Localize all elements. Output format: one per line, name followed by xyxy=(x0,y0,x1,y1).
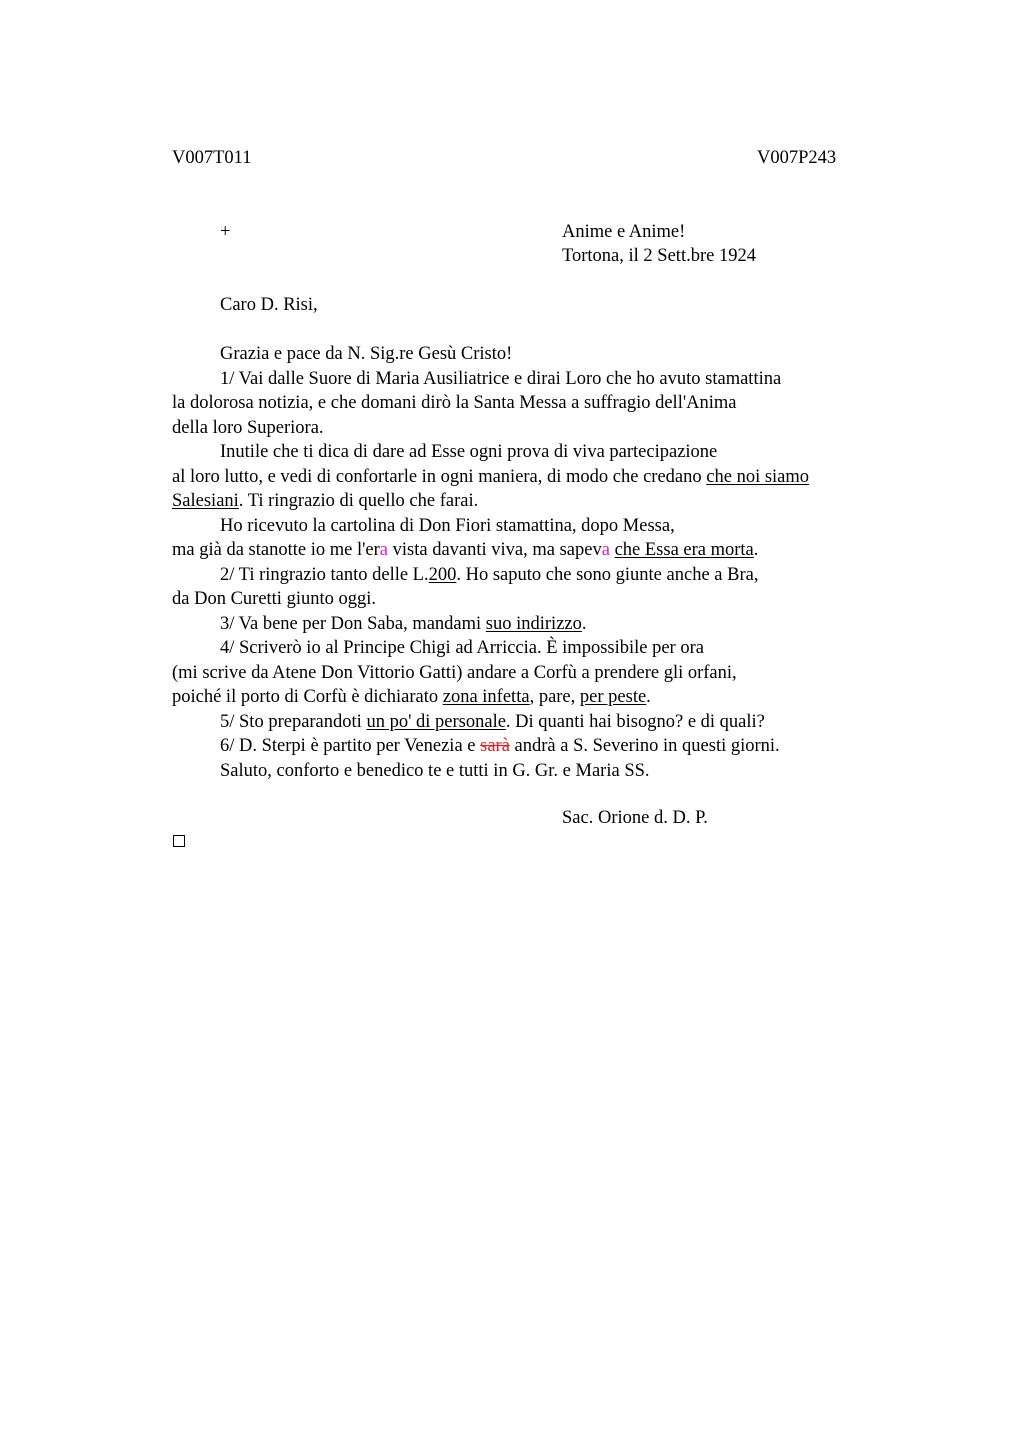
underlined-text: un po' di personale xyxy=(366,711,506,732)
text-run: . Di quanti hai bisogno? e di quali? xyxy=(505,711,765,732)
end-square-icon xyxy=(173,835,185,847)
text-run: 6/ D. Sterpi è partito per Venezia e xyxy=(220,736,481,756)
paragraph-1-line: 1/ Vai dalle Suore di Maria Ausiliatrice e dirai Loro che ho avuto stamattina xyxy=(220,368,782,389)
paragraph-4-line: da Don Curetti giunto oggi. xyxy=(172,589,376,609)
paragraph-7-line xyxy=(172,710,892,735)
document-code-right: V007P243 xyxy=(757,148,837,168)
underlined-text: che noi siamo xyxy=(706,466,810,487)
text-run: . Ho saputo che sono giunte anche a Bra, xyxy=(456,564,759,585)
text-run: al loro lutto, e vedi di confortarle in ogni maniera, di modo che credano xyxy=(172,466,707,487)
text-run: . xyxy=(581,613,587,634)
text-run: ma già da stanotte io me l'er xyxy=(172,540,380,560)
letter-motto: Anime e Anime! xyxy=(562,222,686,242)
paragraph-3-line: Ho ricevuto la cartolina di Don Fiori stamattina, dopo Messa, xyxy=(220,515,675,536)
text-run: 2/ Ti ringrazio tanto delle L. xyxy=(220,564,429,585)
underlined-text: 200 xyxy=(428,564,457,585)
underlined-text: per peste xyxy=(579,687,647,707)
underlined-text: che Essa era morta xyxy=(614,540,754,560)
paragraph-1-line: della loro Superiora. xyxy=(172,417,324,438)
closing-line: Saluto, conforto e benedico te e tutti in G. Gr. e Maria SS. xyxy=(220,760,650,781)
text-run: 3/ Va bene per Don Saba, mandami xyxy=(220,613,486,634)
signature: Sac. Orione d. D. P. xyxy=(562,808,708,828)
struck-text: sarà xyxy=(480,736,510,756)
paragraph-2-line: Inutile che ti dica di dare ad Esse ogni prova di viva partecipazione xyxy=(220,442,718,462)
place-date: Tortona, il 2 Sett.bre 1924 xyxy=(562,246,756,266)
text-run: vista davanti viva, ma sapev xyxy=(388,540,602,560)
paragraph-6-line xyxy=(172,685,892,710)
text-run: poiché il porto di Corfù è dichiarato xyxy=(172,687,443,707)
text-run: . Ti ringrazio di quello che farai. xyxy=(238,491,479,511)
paragraph-3-line xyxy=(172,538,892,563)
paragraph-8-line xyxy=(172,734,892,759)
paragraph-4-line xyxy=(172,563,892,588)
text-run: 5/ Sto preparandoti xyxy=(220,711,367,732)
paragraph-6-line: (mi scrive da Atene Don Vittorio Gatti) andare a Corfù a prendere gli orfani, xyxy=(172,662,737,683)
text-run: . xyxy=(646,687,651,707)
paragraph-5-line xyxy=(172,612,892,637)
cross-mark: + xyxy=(220,222,231,242)
salutation: Caro D. Risi, xyxy=(220,295,318,315)
underlined-text: zona infetta xyxy=(442,687,530,707)
text-run: , pare, xyxy=(529,687,580,707)
letter-body xyxy=(172,342,892,783)
paragraph-2-line xyxy=(172,465,892,490)
underlined-text: Salesiani xyxy=(172,491,239,511)
paragraph-6-line: 4/ Scriverò io al Principe Chigi ad Arriccia. È impossibile per ora xyxy=(220,638,704,658)
inserted-letter: a xyxy=(379,540,389,560)
text-run: andrà a S. Severino in questi giorni. xyxy=(509,736,780,756)
inserted-letter: a xyxy=(601,540,610,560)
underlined-text: suo indirizzo xyxy=(485,613,582,634)
greeting: Grazia e pace da N. Sig.re Gesù Cristo! xyxy=(220,344,513,364)
paragraph-2-line xyxy=(172,489,892,514)
text-run: . xyxy=(753,540,759,560)
document-code-left: V007T011 xyxy=(172,148,252,168)
paragraph-1-line: la dolorosa notizia, e che domani dirò la Santa Messa a suffragio dell'Anima xyxy=(172,393,737,413)
